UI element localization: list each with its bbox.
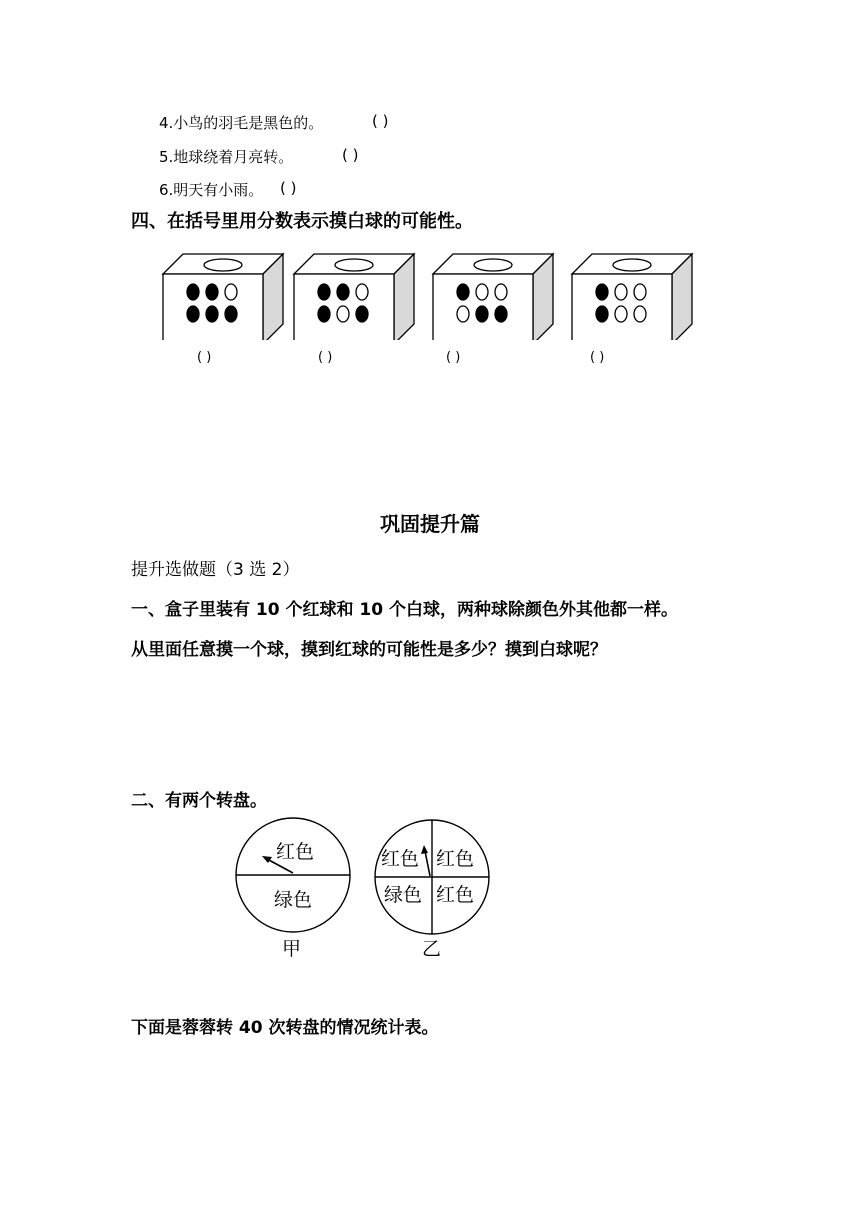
- white-ball: [615, 306, 627, 322]
- question-1-line-1: 一、盒子里装有 10 个红球和 10 个白球，两种球除颜色外其他都一样。: [131, 600, 678, 620]
- tf-item-6: [159, 179, 263, 200]
- black-ball: [495, 306, 507, 322]
- optional-label: 提升选做题（3 选 2）: [131, 560, 300, 580]
- spinner-a: [236, 818, 350, 932]
- ball-box-3: [433, 254, 553, 340]
- tf-item-text: 4.小鸟的羽毛是黑色的。: [159, 114, 324, 132]
- answer-paren-box-1[interactable]: ( ): [197, 350, 212, 365]
- box-opening: [204, 259, 242, 271]
- tf-item-5: [159, 146, 293, 167]
- white-ball: [225, 284, 237, 300]
- black-ball: [476, 306, 488, 322]
- answer-paren-box-4[interactable]: ( ): [590, 350, 605, 365]
- spinner-b-label: 乙: [422, 938, 442, 960]
- white-ball: [615, 284, 627, 300]
- black-ball: [356, 306, 368, 322]
- black-ball: [225, 306, 237, 322]
- black-ball: [187, 306, 199, 322]
- box-opening: [335, 259, 373, 271]
- spinner-a-label: 甲: [282, 938, 302, 960]
- question-2-title: 二、有两个转盘。: [131, 791, 267, 811]
- answer-paren-box-3[interactable]: ( ): [446, 350, 461, 365]
- tf-item-text: 6.明天有小雨。: [159, 181, 264, 199]
- question-1-line-2: 从里面任意摸一个球，摸到红球的可能性是多少？摸到白球呢？: [131, 640, 607, 660]
- consolidate-title: 巩固提升篇: [380, 512, 480, 536]
- spinner-b: [375, 820, 489, 934]
- ball-box-2: [294, 254, 414, 340]
- black-ball: [206, 306, 218, 322]
- section-4-title: 四、在括号里用分数表示摸白球的可能性。: [131, 211, 473, 232]
- white-ball: [337, 306, 349, 322]
- white-ball: [634, 284, 646, 300]
- tf-answer-paren-6[interactable]: ( ): [280, 179, 297, 197]
- answer-paren-box-2[interactable]: ( ): [318, 350, 333, 365]
- black-ball: [318, 306, 330, 322]
- black-ball: [206, 284, 218, 300]
- black-ball: [596, 284, 608, 300]
- ball-boxes-figure: [0, 240, 860, 340]
- table-intro: 下面是蓉蓉转 40 次转盘的情况统计表。: [131, 1018, 439, 1038]
- ball-box-4: [572, 254, 692, 340]
- box-opening: [613, 259, 651, 271]
- spinner-a-sector-2: 绿色: [274, 889, 313, 911]
- white-ball: [476, 284, 488, 300]
- tf-answer-paren-5[interactable]: ( ): [342, 146, 359, 164]
- black-ball: [457, 284, 469, 300]
- black-ball: [337, 284, 349, 300]
- box-opening: [474, 259, 512, 271]
- white-ball: [634, 306, 646, 322]
- black-ball: [187, 284, 199, 300]
- white-ball: [356, 284, 368, 300]
- spinner-b-sector-3: 绿色: [384, 884, 423, 906]
- black-ball: [318, 284, 330, 300]
- arrow-icon: [262, 856, 272, 863]
- white-ball: [457, 306, 469, 322]
- tf-item-4: [159, 112, 323, 133]
- spinner-a-sector-1: 红色: [276, 841, 315, 863]
- arrow-icon: [421, 845, 428, 854]
- spinner-b-sector-2: 红色: [436, 848, 475, 870]
- spinner-b-sector-4: 红色: [436, 884, 475, 906]
- tf-item-text: 5.地球绕着月亮转。: [159, 148, 294, 166]
- spinners-figure: [0, 815, 860, 965]
- ball-box-1: [163, 254, 283, 340]
- white-ball: [495, 284, 507, 300]
- spinner-b-sector-1: 红色: [381, 848, 420, 870]
- spinner-b-pointer: [425, 851, 430, 876]
- tf-answer-paren-4[interactable]: ( ): [372, 112, 389, 130]
- black-ball: [596, 306, 608, 322]
